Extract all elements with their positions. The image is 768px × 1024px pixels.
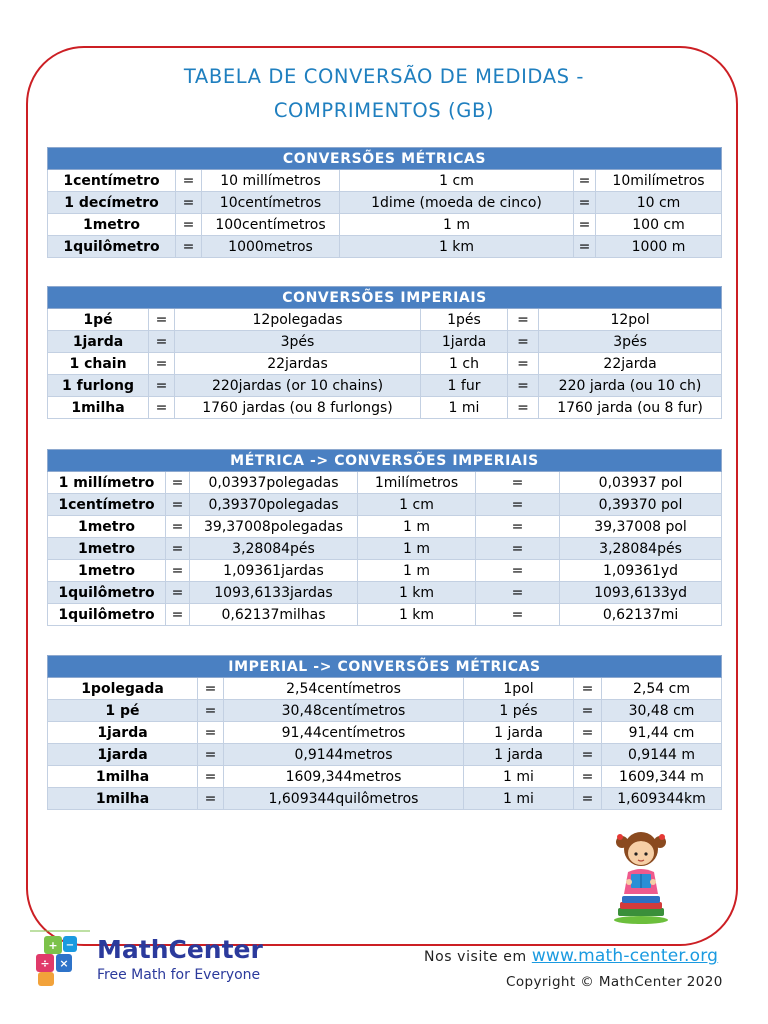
short-value-cell: 12pol — [539, 309, 722, 331]
unit-cell: 1metro — [48, 538, 166, 560]
short-value-cell: 91,44 cm — [602, 722, 722, 744]
equals-cell: = — [574, 744, 602, 766]
equals-cell: = — [574, 788, 602, 810]
equals-cell: = — [166, 516, 190, 538]
short-value-cell: 30,48 cm — [602, 700, 722, 722]
unit-cell: 1centímetro — [48, 494, 166, 516]
table-heading: MÉTRICA -> CONVERSÕES IMPERIAIS — [48, 450, 722, 472]
equals-cell: = — [476, 538, 560, 560]
imperial-to-metric-table — [47, 655, 722, 810]
value-cell: 0,39370polegadas — [190, 494, 358, 516]
equals-cell: = — [476, 494, 560, 516]
table-row — [48, 678, 722, 700]
equals-cell: = — [149, 331, 175, 353]
equals-cell: = — [198, 722, 224, 744]
value-cell: 1760 jardas (ou 8 furlongs) — [175, 397, 421, 419]
short-value-cell: 0,62137mi — [560, 604, 722, 626]
page-title-line1: TABELA DE CONVERSÃO DE MEDIDAS - — [183, 65, 585, 88]
brand-name-center: Center — [168, 935, 263, 964]
equals-cell: = — [574, 722, 602, 744]
equals-cell: = — [476, 472, 560, 494]
short-value-cell: 10 cm — [596, 192, 722, 214]
table-row — [48, 472, 722, 494]
value-cell: 0,9144metros — [224, 744, 464, 766]
unit-cell: 1milha — [48, 788, 198, 810]
short-unit-cell: 1 km — [340, 236, 574, 258]
table-row — [48, 331, 722, 353]
table-row — [48, 397, 722, 419]
unit-cell: 1quilômetro — [48, 604, 166, 626]
table-row — [48, 560, 722, 582]
table-row — [48, 192, 722, 214]
brand-tagline: Free Math for Everyone — [97, 967, 261, 983]
equals-cell: = — [166, 538, 190, 560]
table-row — [48, 788, 722, 810]
short-value-cell: 39,37008 pol — [560, 516, 722, 538]
table-row — [48, 375, 722, 397]
value-cell: 0,03937polegadas — [190, 472, 358, 494]
page-title-line2: COMPRIMENTOS (GB) — [273, 99, 495, 122]
brand-name-math: Math — [97, 935, 169, 964]
value-cell: 1,609344quilômetros — [224, 788, 464, 810]
value-cell: 2,54centímetros — [224, 678, 464, 700]
equals-cell: = — [198, 788, 224, 810]
equals-cell: = — [508, 353, 539, 375]
equals-cell: = — [574, 236, 596, 258]
equals-cell: = — [198, 678, 224, 700]
unit-cell: 1jarda — [48, 722, 198, 744]
equals-cell: = — [574, 766, 602, 788]
short-unit-cell: 1 m — [358, 516, 476, 538]
short-unit-cell: 1pés — [421, 309, 508, 331]
table-row — [48, 170, 722, 192]
value-cell: 3pés — [175, 331, 421, 353]
short-value-cell: 2,54 cm — [602, 678, 722, 700]
table-row — [48, 309, 722, 331]
visit-line — [424, 946, 718, 966]
svg-text:−: − — [65, 940, 75, 951]
unit-cell: 1quilômetro — [48, 236, 176, 258]
short-unit-cell: 1 jarda — [464, 744, 574, 766]
short-value-cell: 22jarda — [539, 353, 722, 375]
metric-conversions-table — [47, 147, 722, 258]
value-cell: 0,62137milhas — [190, 604, 358, 626]
value-cell: 1609,344metros — [224, 766, 464, 788]
short-unit-cell: 1 km — [358, 604, 476, 626]
unit-cell: 1metro — [48, 516, 166, 538]
table-row — [48, 722, 722, 744]
short-unit-cell: 1 cm — [340, 170, 574, 192]
value-cell: 100centímetros — [202, 214, 340, 236]
value-cell: 220jardas (or 10 chains) — [175, 375, 421, 397]
short-unit-cell: 1 mi — [464, 766, 574, 788]
equals-cell: = — [166, 604, 190, 626]
visit-label: Nos visite em — [424, 949, 527, 965]
unit-cell: 1 pé — [48, 700, 198, 722]
table-row — [48, 700, 722, 722]
table-row — [48, 236, 722, 258]
value-cell: 39,37008polegadas — [190, 516, 358, 538]
short-unit-cell: 1dime (moeda de cinco) — [340, 192, 574, 214]
equals-cell: = — [508, 309, 539, 331]
equals-cell: = — [176, 214, 202, 236]
value-cell: 10centímetros — [202, 192, 340, 214]
short-unit-cell: 1 m — [340, 214, 574, 236]
equals-cell: = — [149, 375, 175, 397]
reading-girl-illustration — [610, 828, 672, 924]
short-value-cell: 220 jarda (ou 10 ch) — [539, 375, 722, 397]
brand-name — [97, 935, 263, 964]
short-unit-cell: 1 km — [358, 582, 476, 604]
short-value-cell: 1,609344km — [602, 788, 722, 810]
short-unit-cell: 1jarda — [421, 331, 508, 353]
equals-cell: = — [176, 236, 202, 258]
value-cell: 1000metros — [202, 236, 340, 258]
unit-cell: 1 chain — [48, 353, 149, 375]
equals-cell: = — [574, 192, 596, 214]
unit-cell: 1pé — [48, 309, 149, 331]
imperial-conversions-table — [47, 286, 722, 419]
value-cell: 1093,6133jardas — [190, 582, 358, 604]
short-value-cell: 3,28084pés — [560, 538, 722, 560]
equals-cell: = — [476, 582, 560, 604]
equals-cell: = — [574, 678, 602, 700]
svg-text:+: + — [48, 939, 58, 952]
equals-cell: = — [149, 353, 175, 375]
copyright-text: Copyright © MathCenter 2020 — [506, 974, 723, 990]
svg-text:÷: ÷ — [40, 957, 50, 970]
table-row — [48, 744, 722, 766]
equals-cell: = — [574, 214, 596, 236]
short-unit-cell: 1 m — [358, 538, 476, 560]
table-row — [48, 516, 722, 538]
unit-cell: 1centímetro — [48, 170, 176, 192]
unit-cell: 1metro — [48, 560, 166, 582]
unit-cell: 1metro — [48, 214, 176, 236]
table-row — [48, 766, 722, 788]
unit-cell: 1jarda — [48, 331, 149, 353]
equals-cell: = — [476, 516, 560, 538]
equals-cell: = — [508, 375, 539, 397]
short-value-cell: 1760 jarda (ou 8 fur) — [539, 397, 722, 419]
short-unit-cell: 1milímetros — [358, 472, 476, 494]
short-unit-cell: 1 fur — [421, 375, 508, 397]
unit-cell: 1milha — [48, 397, 149, 419]
short-value-cell: 1609,344 m — [602, 766, 722, 788]
website-link[interactable]: www.math-center.org — [531, 946, 719, 966]
table-row — [48, 353, 722, 375]
short-unit-cell: 1pol — [464, 678, 574, 700]
short-value-cell: 10milímetros — [596, 170, 722, 192]
svg-text:×: × — [59, 957, 69, 970]
short-value-cell: 1,09361yd — [560, 560, 722, 582]
equals-cell: = — [476, 604, 560, 626]
table-heading: CONVERSÕES IMPERIAIS — [48, 287, 722, 309]
short-unit-cell: 1 m — [358, 560, 476, 582]
short-value-cell: 0,9144 m — [602, 744, 722, 766]
equals-cell: = — [166, 560, 190, 582]
equals-cell: = — [149, 397, 175, 419]
equals-cell: = — [198, 766, 224, 788]
unit-cell: 1 millímetro — [48, 472, 166, 494]
value-cell: 12polegadas — [175, 309, 421, 331]
equals-cell: = — [149, 309, 175, 331]
equals-cell: = — [166, 494, 190, 516]
unit-cell: 1quilômetro — [48, 582, 166, 604]
table-row — [48, 214, 722, 236]
short-unit-cell: 1 jarda — [464, 722, 574, 744]
short-value-cell: 100 cm — [596, 214, 722, 236]
value-cell: 91,44centímetros — [224, 722, 464, 744]
page-title — [100, 60, 668, 128]
short-unit-cell: 1 pés — [464, 700, 574, 722]
unit-cell: 1polegada — [48, 678, 198, 700]
mathcenter-logo-icon — [30, 930, 90, 988]
short-value-cell: 3pés — [539, 331, 722, 353]
unit-cell: 1 decímetro — [48, 192, 176, 214]
unit-cell: 1milha — [48, 766, 198, 788]
value-cell: 3,28084pés — [190, 538, 358, 560]
short-unit-cell: 1 cm — [358, 494, 476, 516]
equals-cell: = — [508, 331, 539, 353]
table-row — [48, 582, 722, 604]
equals-cell: = — [198, 700, 224, 722]
value-cell: 22jardas — [175, 353, 421, 375]
short-value-cell: 0,03937 pol — [560, 472, 722, 494]
short-value-cell: 0,39370 pol — [560, 494, 722, 516]
metric-to-imperial-table — [47, 449, 722, 626]
equals-cell: = — [166, 472, 190, 494]
short-unit-cell: 1 mi — [464, 788, 574, 810]
equals-cell: = — [574, 700, 602, 722]
short-unit-cell: 1 ch — [421, 353, 508, 375]
unit-cell: 1 furlong — [48, 375, 149, 397]
unit-cell: 1jarda — [48, 744, 198, 766]
short-value-cell: 1000 m — [596, 236, 722, 258]
equals-cell: = — [176, 192, 202, 214]
equals-cell: = — [198, 744, 224, 766]
value-cell: 30,48centímetros — [224, 700, 464, 722]
table-row — [48, 538, 722, 560]
table-row — [48, 604, 722, 626]
table-row — [48, 494, 722, 516]
equals-cell: = — [508, 397, 539, 419]
table-heading: CONVERSÕES MÉTRICAS — [48, 148, 722, 170]
equals-cell: = — [574, 170, 596, 192]
value-cell: 1,09361jardas — [190, 560, 358, 582]
table-heading: IMPERIAL -> CONVERSÕES MÉTRICAS — [48, 656, 722, 678]
short-value-cell: 1093,6133yd — [560, 582, 722, 604]
equals-cell: = — [176, 170, 202, 192]
equals-cell: = — [166, 582, 190, 604]
short-unit-cell: 1 mi — [421, 397, 508, 419]
value-cell: 10 millímetros — [202, 170, 340, 192]
equals-cell: = — [476, 560, 560, 582]
